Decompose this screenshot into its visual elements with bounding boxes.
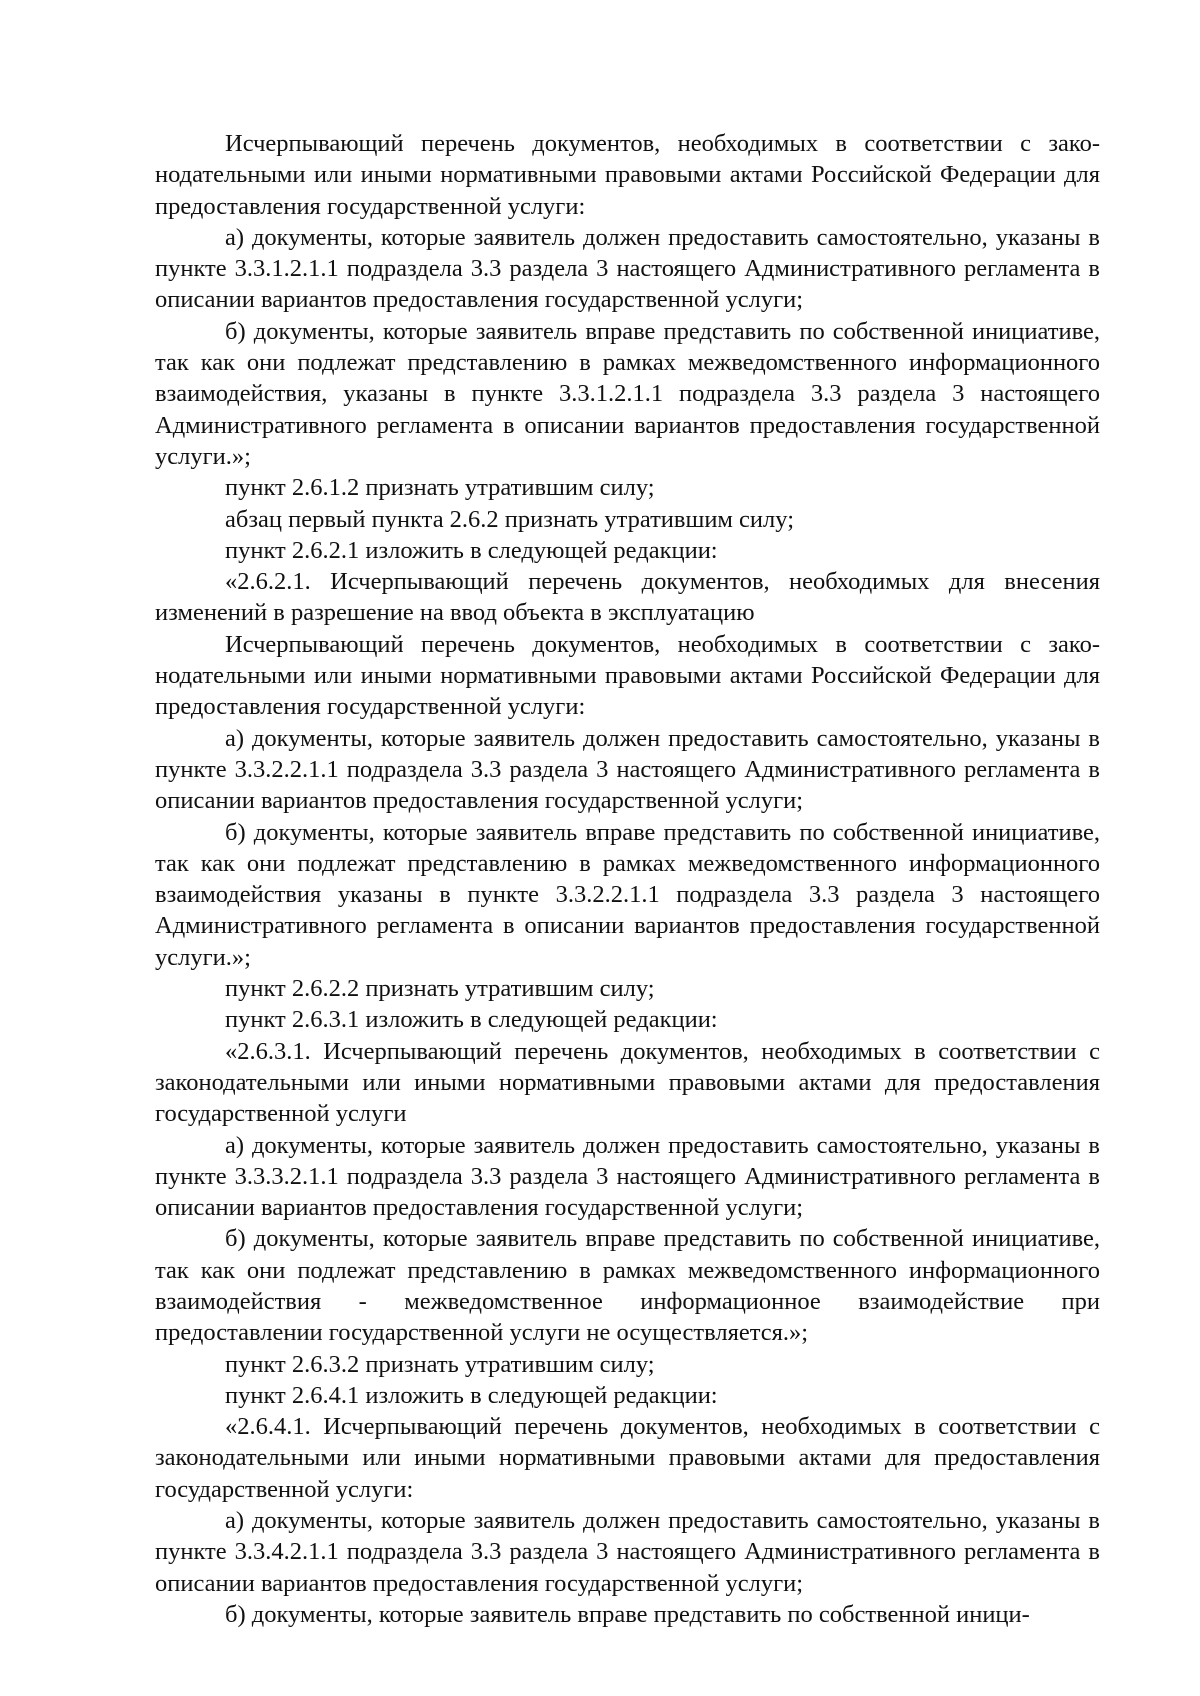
- paragraph-17: пункт 2.6.4.1 изложить в следующей редакции:: [225, 1381, 718, 1409]
- paragraph-18: «2.6.4.1. Исчерпывающий перечень документов, необходимых в соответствии с законодательными или иными нормативными правовыми актами для предоставления государственной услуги:: [155, 1413, 1100, 1503]
- paragraph-16: пункт 2.6.3.2 признать утратившим силу;: [225, 1350, 655, 1378]
- paragraph-14: а) документы, которые заявитель должен предоставить самостоятельно, указаны в пункте 3.3.3.2.1.1 подраздела 3.3 раздела 3 настоящего Административного регламента в описании вариантов предоставления государственной услуги;: [155, 1131, 1100, 1222]
- paragraph-3: б) документы, которые заявитель вправе представить по собственной инициативе, так как они подлежат представлению в рамках межведомственного информационного взаимодействия, указаны в пункте 3.3.1.2.1.1 подраздела 3.3 раздела 3 настоящего Административного регламента в описании вариантов предоставления государственной услуги.»;: [155, 317, 1100, 470]
- paragraph-9: а) документы, которые заявитель должен предоставить самостоятельно, указаны в пункте 3.3.2.2.1.1 подраздела 3.3 раздела 3 настоящего Административного регламента в описании вариантов предоставления государственной услуги;: [155, 724, 1100, 815]
- paragraph-11: пункт 2.6.2.2 признать утратившим силу;: [225, 975, 655, 1003]
- paragraph-4: пункт 2.6.1.2 признать утратившим силу;: [225, 474, 655, 502]
- paragraph-20: б) документы, которые заявитель вправе представить по собственной иници-: [225, 1600, 1030, 1628]
- paragraph-6: пункт 2.6.2.1 изложить в следующей редакции:: [225, 536, 718, 564]
- paragraph-8: Исчерпывающий перечень документов, необходимых в соответствии с законодательными или иными нормативными правовыми актами Российской Федерации для предоставления государственной услуги:: [155, 630, 1100, 721]
- paragraph-1: Исчерпывающий перечень документов, необходимых в соответствии с законодательными или иными нормативными правовыми актами Российской Федерации для предоставления государственной услуги:: [155, 130, 1100, 220]
- paragraph-12: пункт 2.6.3.1 изложить в следующей редакции:: [225, 1006, 718, 1034]
- paragraph-19: а) документы, которые заявитель должен предоставить самостоятельно, указаны в пункте 3.3.4.2.1.1 подраздела 3.3 раздела 3 настоящего Административного регламента в описании вариантов предоставления государственной услуги;: [155, 1507, 1100, 1597]
- paragraph-2: а) документы, которые заявитель должен предоставить самостоятельно, указаны в пункте 3.3.1.2.1.1 подраздела 3.3 раздела 3 настоящего Административного регламента в описании вариантов предоставления государственной услуги;: [155, 223, 1100, 314]
- paragraph-10: б) документы, которые заявитель вправе представить по собственной инициативе, так как они подлежат представлению в рамках межведомственного информационного взаимодействия указаны в пункте 3.3.2.2.1.1 подраздела 3.3 раздела 3 настоящего Административного регламента в описании вариантов предоставления государственной услуги.»;: [155, 818, 1100, 971]
- paragraph-5: абзац первый пункта 2.6.2 признать утратившим силу;: [225, 505, 795, 533]
- paragraph-7: «2.6.2.1. Исчерпывающий перечень документов, необходимых для внесения изменений в разрешение на ввод объекта в эксплуатацию: [155, 568, 1100, 627]
- paragraph-15: б) документы, которые заявитель вправе представить по собственной инициативе, так как они подлежат представлению в рамках межведомственного информационного взаимодействия - межведомственное информационное взаимодействие при предоставлении государственной услуги не осуществляется.»;: [155, 1225, 1100, 1347]
- document-page: [155, 128, 1100, 1630]
- paragraph-13: «2.6.3.1. Исчерпывающий перечень документов, необходимых в соответствии с законодательными или иными нормативными правовыми актами для предоставления государственной услуги: [155, 1037, 1100, 1128]
